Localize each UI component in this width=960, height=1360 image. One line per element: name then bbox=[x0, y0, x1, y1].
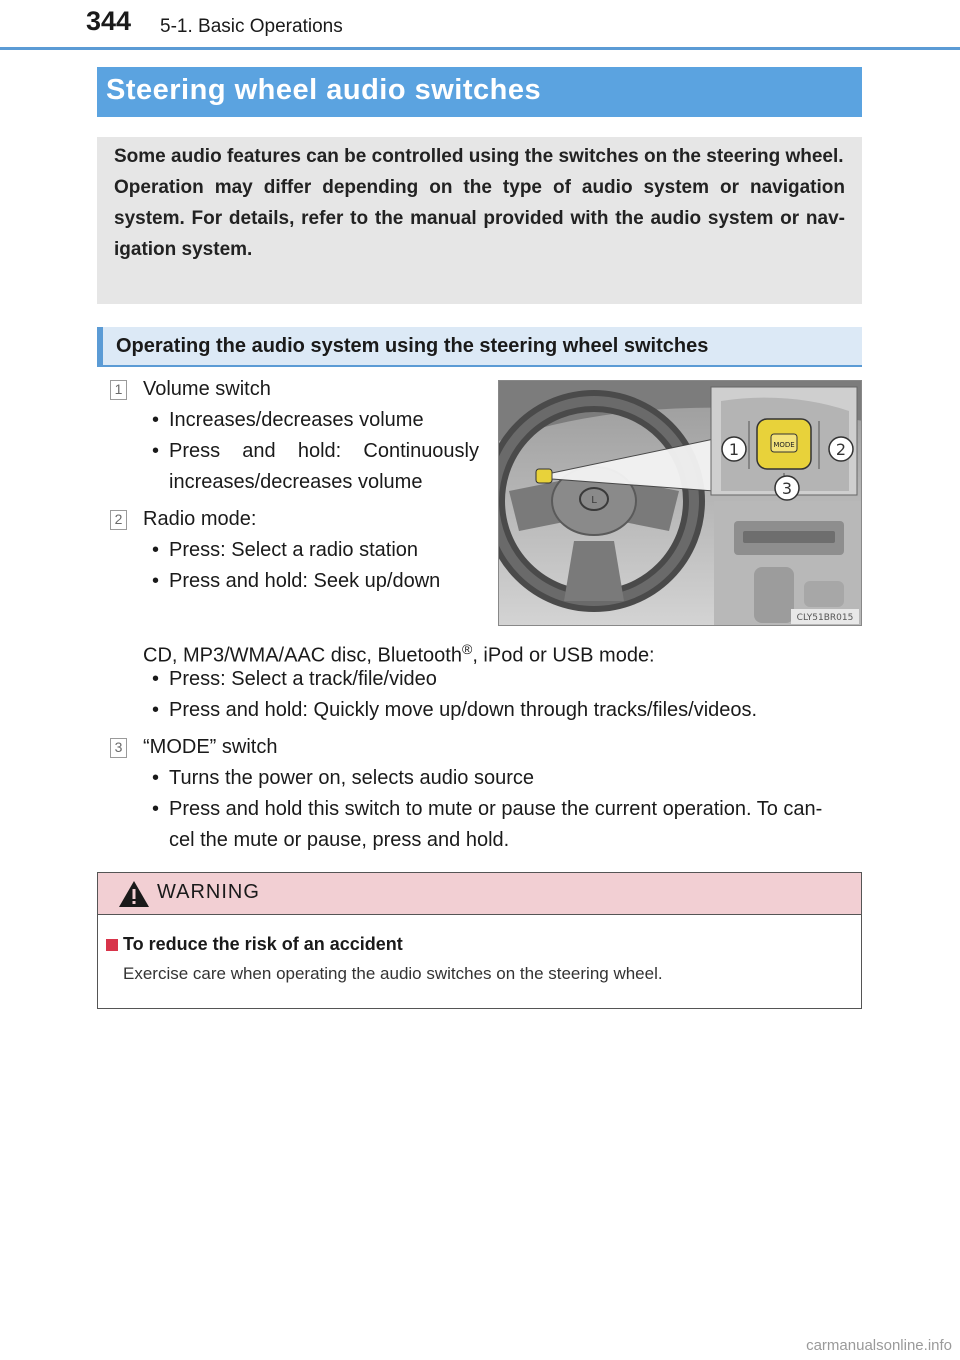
bullet-item: • Increases/decreases volume bbox=[152, 409, 424, 431]
chapter-title: 5-1. Basic Operations bbox=[160, 16, 343, 37]
intro-line-2: Operation may differ depending on the type of audio system or navigation system. For details, refer to the manual provided with the audio system or nav-igation system. bbox=[114, 177, 845, 260]
mode-button-label: MODE bbox=[773, 441, 795, 449]
warning-body: Exercise care when operating the audio switches on the steering wheel. bbox=[123, 964, 663, 983]
steering-wheel-illustration bbox=[499, 381, 862, 626]
bullet-item: • Press and hold this switch to mute or pause the current operation. To can- bbox=[152, 798, 823, 820]
callout-2: 2 bbox=[835, 440, 847, 459]
header-rule bbox=[0, 47, 960, 50]
bullet-item: • Press and hold: Continuously bbox=[152, 440, 479, 462]
warning-bullet-square bbox=[106, 939, 118, 951]
bullet-item: increases/decreases volume bbox=[169, 471, 423, 493]
item-label-radio: Radio mode: bbox=[143, 508, 257, 530]
section-accent bbox=[97, 327, 103, 367]
callout-3: 3 bbox=[781, 479, 793, 498]
item-label-volume: Volume switch bbox=[143, 378, 271, 400]
bullet-item: cel the mute or pause, press and hold. bbox=[169, 829, 510, 851]
warning-subtitle: To reduce the risk of an accident bbox=[123, 934, 403, 954]
page-title: Steering wheel audio switches bbox=[106, 74, 542, 106]
item-label-mode: “MODE” switch bbox=[143, 736, 278, 758]
item-sublabel-media: CD, MP3/WMA/AAC disc, Bluetooth®, iPod or USB mode: bbox=[143, 641, 655, 667]
bullet-item: • Press and hold: Seek up/down bbox=[152, 570, 441, 592]
section-title: Operating the audio system using the steering wheel switches bbox=[116, 335, 709, 357]
steering-wheel-figure bbox=[498, 380, 862, 626]
warning-title: WARNING bbox=[157, 881, 260, 903]
intro-line-1: Some audio features can be controlled using the switches on the steering wheel. bbox=[114, 146, 844, 167]
warning-triangle-icon bbox=[118, 880, 150, 908]
bullet-item: • Press and hold: Quickly move up/down through tracks/files/videos. bbox=[152, 699, 758, 721]
page-number: 344 bbox=[86, 6, 132, 36]
figure-code: CLY51BR015 bbox=[796, 613, 854, 623]
intro-box bbox=[97, 137, 862, 304]
bullet-item: • Press: Select a radio station bbox=[152, 539, 419, 561]
callout-1: 1 bbox=[728, 440, 740, 459]
svg-text:L: L bbox=[591, 495, 597, 506]
item-marker-2: 2 bbox=[110, 510, 127, 530]
bullet-item: • Turns the power on, selects audio source bbox=[152, 767, 535, 789]
item-marker-1: 1 bbox=[110, 380, 127, 400]
item-marker-3: 3 bbox=[110, 738, 127, 758]
bullet-item: • Press: Select a track/file/video bbox=[152, 668, 437, 690]
footer-watermark: carmanualsonline.info bbox=[806, 1337, 952, 1354]
